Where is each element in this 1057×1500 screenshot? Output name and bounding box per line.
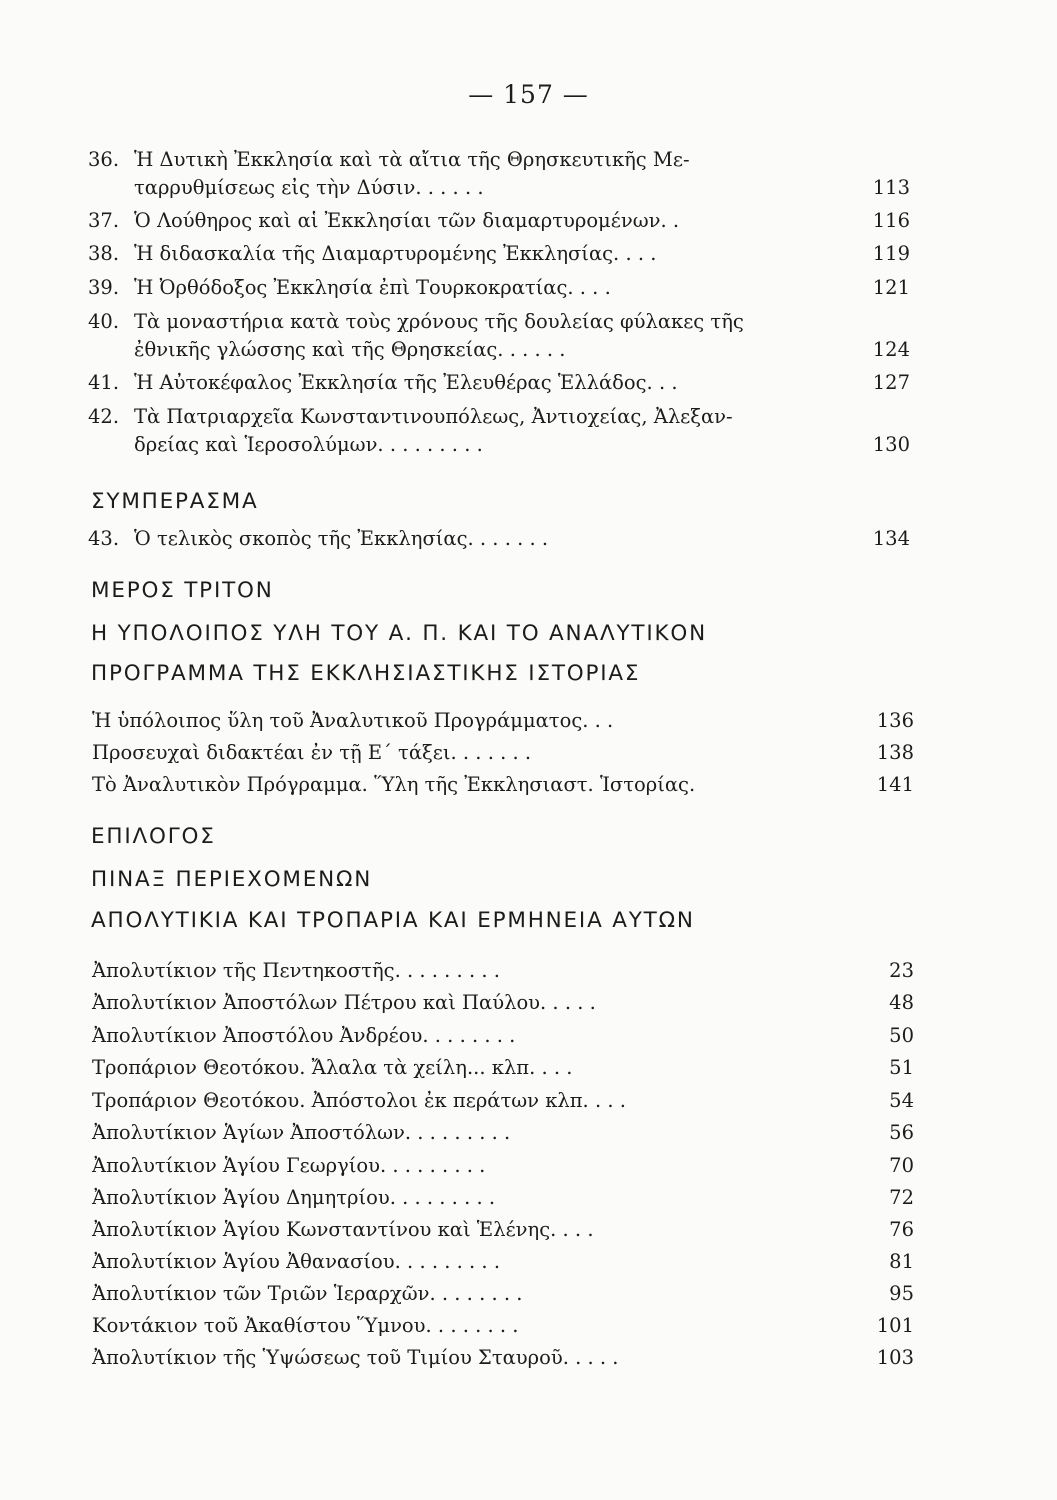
toc-entry-prayers: [92, 739, 922, 767]
entry-number: 41.: [88, 371, 120, 394]
entry-page: 130: [872, 433, 910, 456]
hymn-entry: [92, 1119, 922, 1147]
entry-title: Ὁ τελικὸς σκοπὸς τῆς Ἐκκλησίας. . . . . . .: [134, 527, 549, 550]
entry-page: 116: [872, 209, 910, 232]
entry-page: 76: [889, 1218, 914, 1241]
heading-epilogue: ΕΠΙΛΟΓΟΣ: [91, 824, 216, 849]
entry-page: 136: [876, 709, 914, 732]
toc-entry-40: [88, 308, 918, 364]
entry-page: 103: [876, 1346, 914, 1369]
entry-number: 43.: [88, 527, 120, 550]
entry-title: Ἡ Δυτικὴ Ἐκκλησία καὶ τὰ αἴτια τῆς Θρησκευτικῆς Με-: [134, 148, 690, 171]
entry-page: 119: [872, 242, 910, 265]
toc-entry-42: [88, 403, 918, 459]
entry-title: Τροπάριον Θεοτόκου. Ἀπόστολοι ἐκ περάτων κλπ. . . .: [92, 1089, 626, 1112]
toc-entry-39: [88, 274, 918, 302]
entry-page: 56: [889, 1121, 914, 1144]
entry-title: Ἀπολυτίκιον Ἁγίου Ἀθανασίου. . . . . . . . .: [92, 1250, 501, 1273]
toc-entry-remaining-material: [92, 707, 922, 735]
entry-title: Ἀπολυτίκιον Ἁγίων Ἀποστόλων. . . . . . . . .: [92, 1121, 511, 1144]
entry-number: 38.: [88, 242, 120, 265]
entry-title: Ἀπολυτίκιον Ἁγίου Γεωργίου. . . . . . . . .: [92, 1154, 486, 1177]
hymn-entry: [92, 1087, 922, 1115]
entry-title: Ἀπολυτίκιον τῆς Ὑψώσεως τοῦ Τιμίου Σταυροῦ. . . . .: [92, 1346, 619, 1369]
heading-table-of-contents: ΠΙΝΑΞ ΠΕΡΙΕΧΟΜΕΝΩΝ: [91, 867, 373, 892]
entry-title: Ἡ ὑπόλοιπος ὕλη τοῦ Ἀναλυτικοῦ Προγράμματος. . .: [92, 709, 614, 732]
entry-number: 39.: [88, 276, 120, 299]
hymn-entry: [92, 1054, 922, 1082]
entry-page: 141: [876, 773, 914, 796]
entry-page: 124: [872, 338, 910, 361]
entry-title: Τὰ μοναστήρια κατὰ τοὺς χρόνους τῆς δουλείας φύλακες τῆς: [134, 310, 744, 333]
toc-entry-43: [88, 525, 918, 553]
entry-number: 40.: [88, 310, 120, 333]
entry-page: 50: [889, 1024, 914, 1047]
entry-page: 72: [889, 1186, 914, 1209]
hymn-entry: [92, 1184, 922, 1212]
entry-title: Ἡ Ὀρθόδοξος Ἐκκλησία ἐπὶ Τουρκοκρατίας. . . .: [134, 276, 611, 299]
entry-page: 121: [872, 276, 910, 299]
entry-page: 81: [889, 1250, 914, 1273]
entry-title: Ἀπολυτίκιον Ἁγίου Κωνσταντίνου καὶ Ἑλένης. . . .: [92, 1218, 594, 1241]
entry-title: Ἡ Αὐτοκέφαλος Ἐκκλησία τῆς Ἐλευθέρας Ἑλλάδος. . .: [134, 371, 678, 394]
entry-page: 134: [872, 527, 910, 550]
entry-number: 42.: [88, 405, 120, 428]
hymn-entry: [92, 1312, 922, 1340]
entry-number: 36.: [88, 148, 120, 171]
entry-title: Τροπάριον Θεοτόκου. Ἄλαλα τὰ χείλη... κλπ. . . .: [92, 1056, 573, 1079]
toc-entry-38: [88, 240, 918, 268]
heading-part-three-subtitle-1: Η ΥΠΟΛΟΙΠΟΣ ΥΛΗ ΤΟΥ Α. Π. ΚΑΙ ΤΟ ΑΝΑΛΥΤΙΚΟΝ: [91, 621, 707, 646]
entry-page: 138: [876, 741, 914, 764]
entry-title-continued: ἐθνικῆς γλώσσης καὶ τῆς Θρησκείας. . . . . .: [134, 338, 566, 361]
entry-title: Ἡ διδασκαλία τῆς Διαμαρτυρομένης Ἐκκλησίας. . . .: [134, 242, 657, 265]
entry-title: Κοντάκιον τοῦ Ἀκαθίστου Ὕμνου. . . . . . . .: [92, 1314, 519, 1337]
entry-page: 48: [889, 991, 914, 1014]
hymn-entry: [92, 1344, 922, 1372]
toc-entry-syllabus: [92, 771, 922, 799]
entry-page: 70: [889, 1154, 914, 1177]
entry-title: Ἀπολυτίκιον Ἁγίου Δημητρίου. . . . . . . . .: [92, 1186, 496, 1209]
entry-page: 101: [876, 1314, 914, 1337]
entry-title: Τὰ Πατριαρχεῖα Κωνσταντινουπόλεως, Ἀντιοχείας, Ἀλεξαν-: [134, 405, 733, 428]
entry-title: Ἀπολυτίκιον Ἀποστόλου Ἀνδρέου. . . . . . . .: [92, 1024, 516, 1047]
hymn-entry: [92, 1152, 922, 1180]
heading-conclusion: ΣΥΜΠΕΡΑΣΜΑ: [91, 489, 259, 514]
entry-number: 37.: [88, 209, 120, 232]
entry-page: 23: [889, 959, 914, 982]
hymn-entry: [92, 1248, 922, 1276]
entry-title: Προσευχαὶ διδακτέαι ἐν τῇ Ε΄ τάξει. . . . . . .: [92, 741, 532, 764]
entry-title: Τὸ Ἀναλυτικὸν Πρόγραμμα. Ὕλη τῆς Ἐκκλησιαστ. Ἱστορίας.: [92, 773, 696, 796]
hymn-entry: [92, 1022, 922, 1050]
entry-page: 113: [872, 176, 910, 199]
entry-title: Ἀπολυτίκιον τῆς Πεντηκοστῆς. . . . . . . . .: [92, 959, 500, 982]
entry-page: 51: [889, 1056, 914, 1079]
entry-title: Ἀπολυτίκιον τῶν Τριῶν Ἱεραρχῶν. . . . . . . .: [92, 1282, 523, 1305]
entry-page: 127: [872, 371, 910, 394]
heading-part-three-subtitle-2: ΠΡΟΓΡΑΜΜΑ ΤΗΣ ΕΚΚΛΗΣΙΑΣΤΙΚΗΣ ΙΣΤΟΡΙΑΣ: [91, 661, 641, 686]
toc-entry-36: [88, 146, 918, 202]
hymn-entry: [92, 1280, 922, 1308]
toc-entry-41: [88, 369, 918, 397]
entry-title: Ἀπολυτίκιον Ἀποστόλων Πέτρου καὶ Παύλου. . . . .: [92, 991, 596, 1014]
hymn-entry: [92, 1216, 922, 1244]
entry-title-continued: ταρρυθμίσεως εἰς τὴν Δύσιν. . . . . .: [134, 176, 484, 199]
hymn-entry: [92, 989, 922, 1017]
page-number: — 157 —: [468, 80, 589, 109]
entry-page: 95: [889, 1282, 914, 1305]
entry-title-continued: δρείας καὶ Ἱεροσολύμων. . . . . . . . .: [134, 433, 483, 456]
toc-entry-37: [88, 207, 918, 235]
heading-part-three: ΜΕΡΟΣ ΤΡΙΤΟΝ: [91, 578, 274, 603]
entry-page: 54: [889, 1089, 914, 1112]
entry-title: Ὁ Λούθηρος καὶ αἱ Ἐκκλησίαι τῶν διαμαρτυρομένων. .: [134, 209, 680, 232]
hymn-entry: [92, 957, 922, 985]
heading-hymns: ΑΠΟΛΥΤΙΚΙΑ ΚΑΙ ΤΡΟΠΑΡΙΑ ΚΑΙ ΕΡΜΗΝΕΙΑ ΑΥΤΩΝ: [91, 908, 695, 933]
